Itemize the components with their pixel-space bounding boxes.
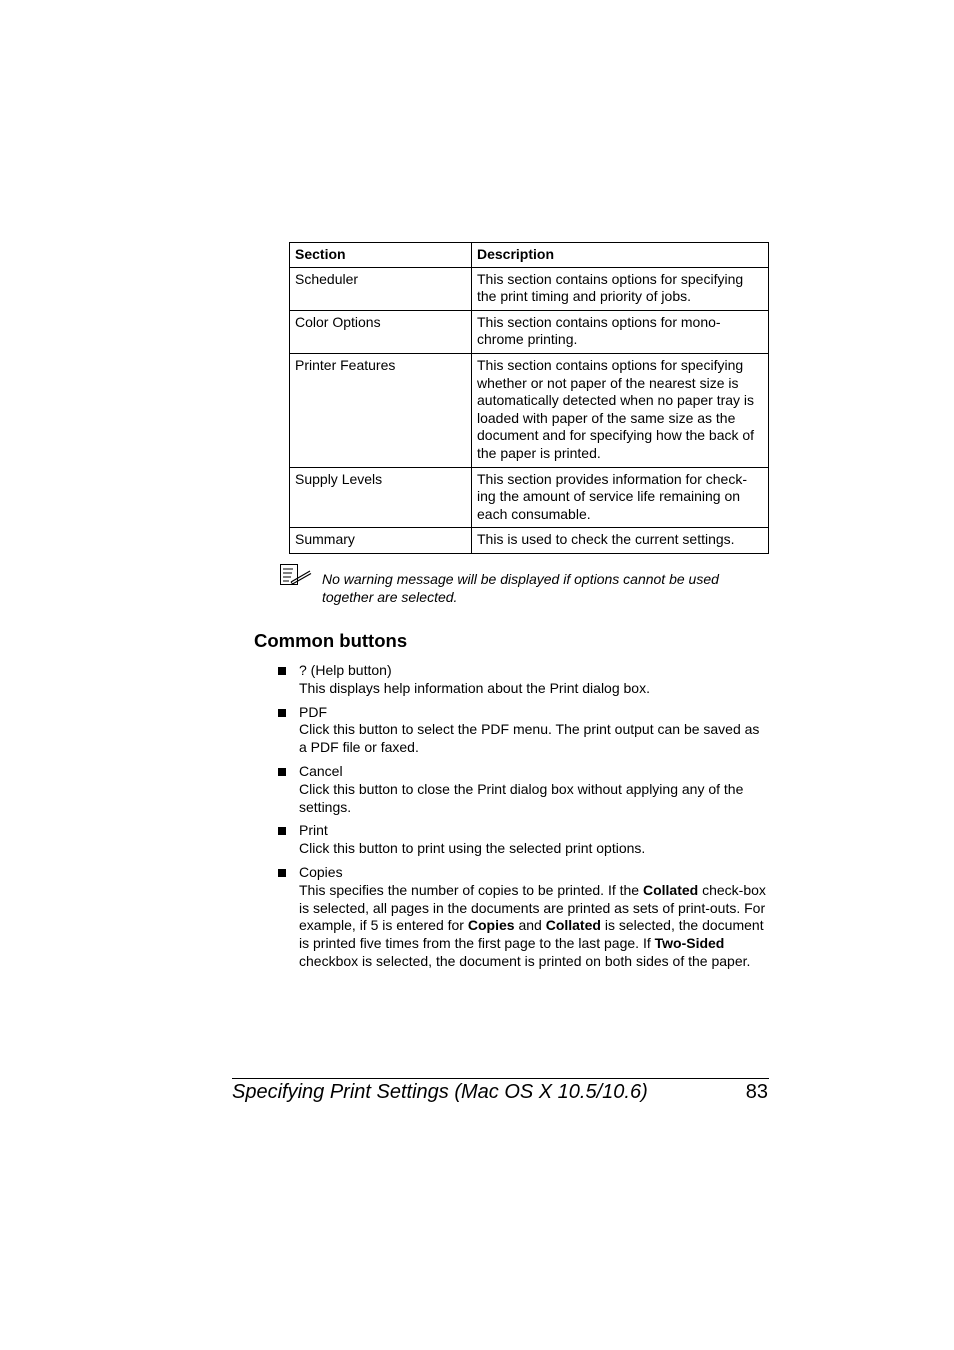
description-cell: This section contains options for specifying the print timing and priority of jobs.: [472, 267, 769, 310]
button-description: Click this button to close the Print dialog box without applying any of the settings.: [299, 780, 744, 815]
button-label: Cancel: [299, 762, 343, 779]
bold-term: Two-Sided: [654, 935, 725, 952]
table-row: [290, 467, 769, 528]
header-description: Description: [472, 243, 769, 268]
list-item: [277, 704, 769, 757]
bold-term: Copies: [467, 917, 515, 934]
bullet-square-icon: [278, 827, 286, 835]
button-label: ? (Help button): [299, 662, 392, 678]
table-row: [290, 353, 769, 467]
table-header-row: [290, 243, 769, 268]
table-row: [290, 310, 769, 353]
page-number: 83: [745, 1081, 768, 1103]
button-label: Print: [299, 822, 328, 839]
description-cell: This section contains options for specifying whether or not paper of the nearest size is automatically detected when no paper tray is loaded with paper of the same size as the document and for specifying how the back of the paper is printed.: [472, 353, 769, 467]
button-description: Click this button to select the PDF menu. The print output can be saved as a PDF file or faxed.: [299, 721, 760, 756]
button-description: This specifies the number of copies to be printed. If the Collated check-box is selected, all pages in the documents are printed as sets of print-outs. For example, if 5 is entered for Copies and Collated is selected, the document is printed five times from the first page to the last page. If Two-Sided checkbox is selected, the document is printed on both sides of the paper.: [299, 881, 766, 969]
list-item: [277, 763, 769, 816]
note-pencil-icon: [279, 563, 313, 587]
footer-divider: [232, 1078, 769, 1079]
header-section: Section: [290, 243, 472, 268]
footer-title: Specifying Print Settings (Mac OS X 10.5/10.6): [232, 1081, 648, 1103]
button-label: PDF: [299, 703, 327, 720]
bullet-square-icon: [278, 869, 286, 877]
list-item: [277, 864, 769, 971]
description-cell: This section contains options for mono-chrome printing.: [472, 310, 769, 353]
bullet-square-icon: [278, 667, 286, 675]
sections-table: [289, 242, 769, 554]
section-cell: Summary: [290, 528, 472, 554]
list-item: [277, 822, 769, 858]
button-description: Click this button to print using the selected print options.: [299, 840, 646, 857]
note-text: No warning message will be displayed if options cannot be used together are selected.: [322, 571, 719, 605]
section-heading: Common buttons: [254, 630, 408, 651]
table-row: [290, 267, 769, 310]
section-cell: Printer Features: [290, 353, 472, 467]
common-buttons-list: [277, 662, 769, 977]
button-description: This displays help information about the Print dialog box.: [299, 679, 650, 696]
table-row: [290, 528, 769, 554]
bold-term: Collated: [642, 881, 699, 898]
bold-term: Collated: [545, 917, 601, 934]
bullet-square-icon: [278, 709, 286, 717]
section-cell: Scheduler: [290, 267, 472, 310]
button-label: Copies: [299, 863, 343, 880]
description-cell: This is used to check the current settings.: [472, 528, 769, 554]
list-item: [277, 662, 769, 698]
description-cell: This section provides information for check-ing the amount of service life remaining on each consumable.: [472, 467, 769, 528]
section-cell: Color Options: [290, 310, 472, 353]
bullet-square-icon: [278, 768, 286, 776]
section-cell: Supply Levels: [290, 467, 472, 528]
